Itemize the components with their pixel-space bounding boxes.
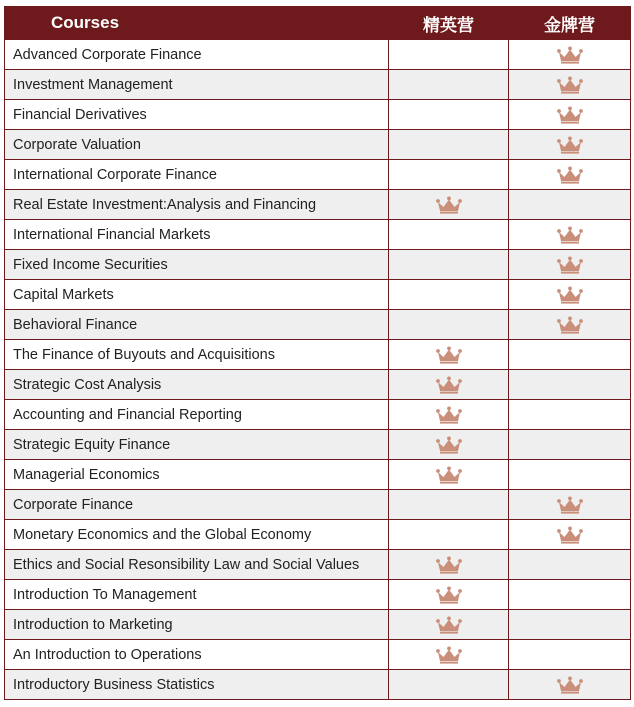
course-comparison-table (4, 6, 631, 700)
elite-camp-cell (389, 340, 509, 370)
crown-icon (556, 76, 584, 94)
gold-camp-cell (509, 460, 631, 490)
table-row (5, 280, 631, 310)
crown-icon (556, 226, 584, 244)
table-row (5, 340, 631, 370)
table-row (5, 70, 631, 100)
course-name: Introduction to Marketing (5, 610, 389, 640)
crown-icon (556, 316, 584, 334)
elite-camp-cell (389, 400, 509, 430)
crown-icon (435, 376, 463, 394)
elite-camp-cell (389, 250, 509, 280)
table-row (5, 190, 631, 220)
course-name: Monetary Economics and the Global Economy (5, 520, 389, 550)
gold-camp-cell (509, 490, 631, 520)
gold-camp-cell (509, 280, 631, 310)
elite-camp-cell (389, 310, 509, 340)
courses-header: Courses (5, 7, 389, 40)
gold-camp-cell (509, 340, 631, 370)
gold-camp-cell (509, 190, 631, 220)
gold-camp-cell (509, 670, 631, 700)
table-row (5, 460, 631, 490)
gold-camp-cell (509, 550, 631, 580)
gold-camp-cell (509, 70, 631, 100)
course-name: Accounting and Financial Reporting (5, 400, 389, 430)
course-name: Fixed Income Securities (5, 250, 389, 280)
crown-icon (435, 646, 463, 664)
elite-camp-cell (389, 40, 509, 70)
gold-camp-cell (509, 370, 631, 400)
elite-camp-cell (389, 190, 509, 220)
course-name: Behavioral Finance (5, 310, 389, 340)
course-name: Corporate Finance (5, 490, 389, 520)
course-name: Strategic Equity Finance (5, 430, 389, 460)
crown-icon (556, 496, 584, 514)
crown-icon (435, 466, 463, 484)
elite-camp-cell (389, 610, 509, 640)
course-name: An Introduction to Operations (5, 640, 389, 670)
gold-camp-cell (509, 160, 631, 190)
gold-camp-cell (509, 130, 631, 160)
elite-camp-cell (389, 520, 509, 550)
course-table-container (4, 6, 630, 700)
elite-camp-cell (389, 670, 509, 700)
table-row (5, 310, 631, 340)
elite-camp-cell (389, 550, 509, 580)
course-name: Capital Markets (5, 280, 389, 310)
elite-camp-cell (389, 460, 509, 490)
elite-camp-cell (389, 430, 509, 460)
elite-camp-cell (389, 220, 509, 250)
gold-camp-cell (509, 610, 631, 640)
crown-icon (556, 46, 584, 64)
table-row (5, 370, 631, 400)
crown-icon (435, 346, 463, 364)
table-body (5, 40, 631, 700)
gold-camp-cell (509, 220, 631, 250)
crown-icon (435, 436, 463, 454)
course-name: Financial Derivatives (5, 100, 389, 130)
table-row (5, 490, 631, 520)
crown-icon (556, 526, 584, 544)
table-row (5, 580, 631, 610)
gold-camp-cell (509, 100, 631, 130)
course-name: Strategic Cost Analysis (5, 370, 389, 400)
elite-camp-cell (389, 640, 509, 670)
gold-camp-cell (509, 310, 631, 340)
gold-camp-cell (509, 640, 631, 670)
table-row (5, 40, 631, 70)
table-row (5, 520, 631, 550)
elite-camp-cell (389, 280, 509, 310)
course-name: Investment Management (5, 70, 389, 100)
crown-icon (435, 406, 463, 424)
crown-icon (435, 586, 463, 604)
elite-camp-cell (389, 580, 509, 610)
gold-camp-cell (509, 40, 631, 70)
table-row (5, 130, 631, 160)
crown-icon (556, 286, 584, 304)
crown-icon (556, 166, 584, 184)
table-row (5, 670, 631, 700)
gold-camp-cell (509, 400, 631, 430)
table-row (5, 550, 631, 580)
table-row (5, 610, 631, 640)
elite-camp-cell (389, 70, 509, 100)
course-name: Introductory Business Statistics (5, 670, 389, 700)
elite-camp-cell (389, 490, 509, 520)
course-name: Ethics and Social Resonsibility Law and Social Values (5, 550, 389, 580)
crown-icon (556, 106, 584, 124)
course-name: Corporate Valuation (5, 130, 389, 160)
table-row (5, 400, 631, 430)
gold-camp-cell (509, 250, 631, 280)
table-row (5, 160, 631, 190)
crown-icon (556, 256, 584, 274)
table-header (5, 7, 631, 40)
table-row (5, 640, 631, 670)
crown-icon (435, 196, 463, 214)
crown-icon (435, 556, 463, 574)
gold-camp-cell (509, 520, 631, 550)
elite-camp-header: 精英营 (389, 7, 509, 40)
course-name: International Financial Markets (5, 220, 389, 250)
elite-camp-cell (389, 100, 509, 130)
table-row (5, 220, 631, 250)
crown-icon (556, 136, 584, 154)
course-name: Introduction To Management (5, 580, 389, 610)
gold-camp-header: 金牌营 (509, 7, 631, 40)
table-row (5, 100, 631, 130)
course-name: Managerial Economics (5, 460, 389, 490)
crown-icon (556, 676, 584, 694)
elite-camp-cell (389, 370, 509, 400)
course-name: Advanced Corporate Finance (5, 40, 389, 70)
header-row (5, 7, 631, 40)
table-row (5, 250, 631, 280)
gold-camp-cell (509, 580, 631, 610)
course-name: The Finance of Buyouts and Acquisitions (5, 340, 389, 370)
course-name: International Corporate Finance (5, 160, 389, 190)
course-name: Real Estate Investment:Analysis and Financing (5, 190, 389, 220)
table-row (5, 430, 631, 460)
crown-icon (435, 616, 463, 634)
elite-camp-cell (389, 130, 509, 160)
gold-camp-cell (509, 430, 631, 460)
elite-camp-cell (389, 160, 509, 190)
